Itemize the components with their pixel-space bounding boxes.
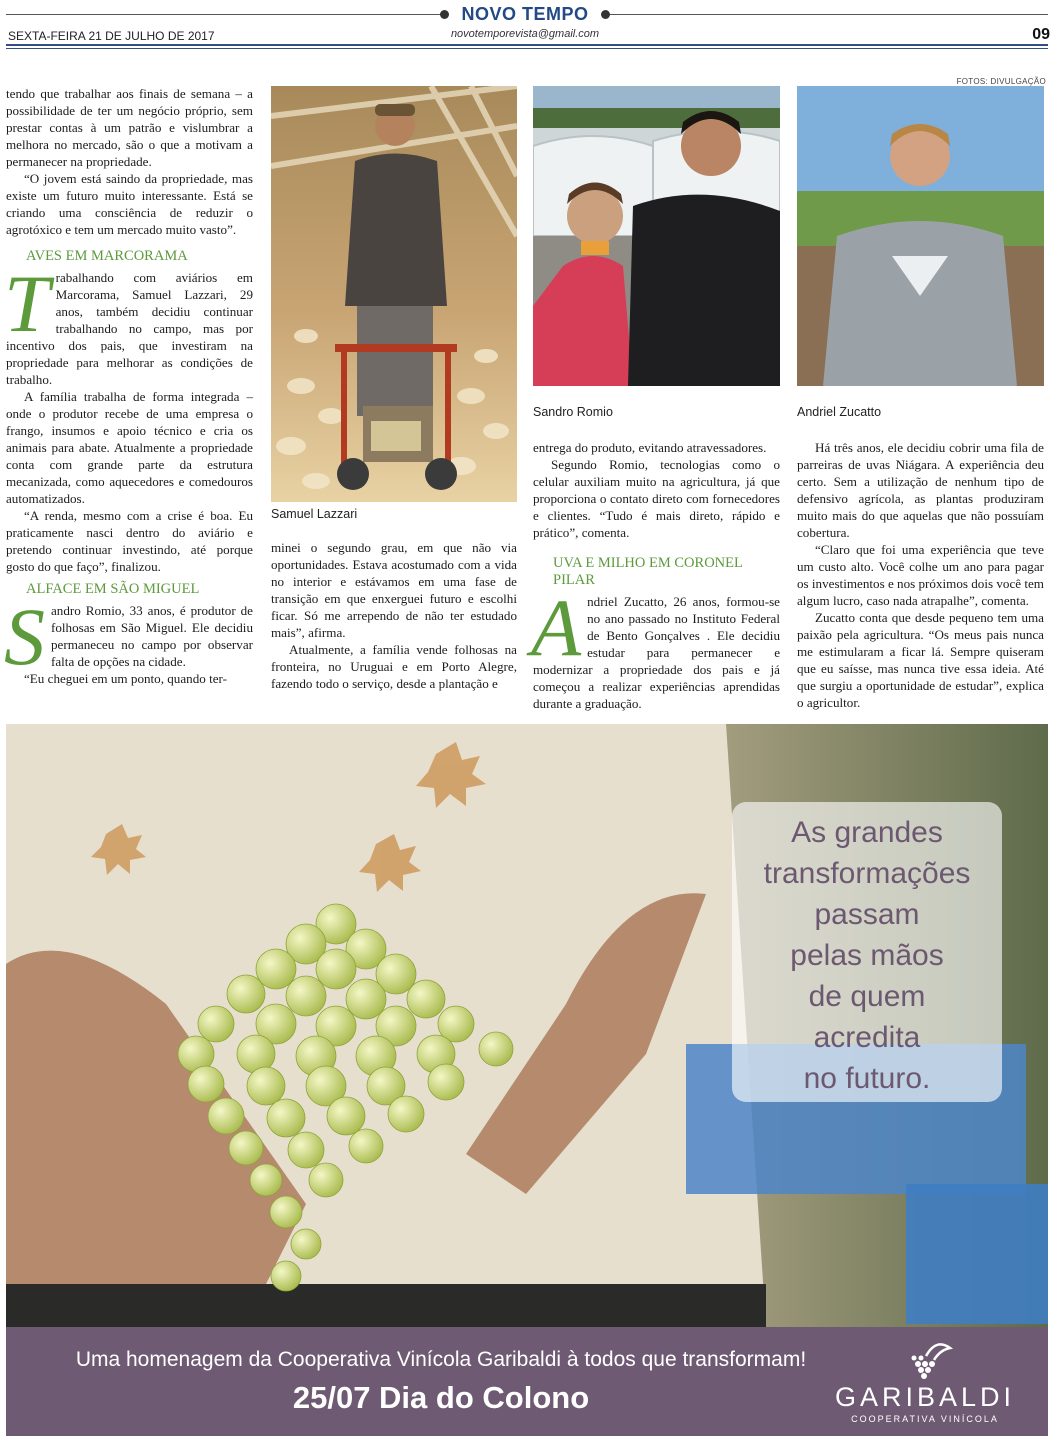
aviary-photo-illustration xyxy=(271,86,517,502)
paragraph: Segundo Romio, tecnologias como o celular auxiliam muito na agricultura, já que proporciona o contato direto com fornecedores e clientes. “Tudo é mais direto, rápido e prático”, comenta. xyxy=(533,457,780,540)
paragraph: A família trabalha de forma integrada – onde o produtor recebe de uma empresa o frango, insumos e apoio técnico e cria os animais para abate. Atualmente a propriedade conta com grande parte da estrutura mecanizada, como aquecedores e comedouros automatizados. xyxy=(6,389,253,506)
paragraph: “Eu cheguei em um ponto, quando ter- xyxy=(24,671,227,686)
photo-samuel-lazzari xyxy=(271,86,517,502)
garibaldi-advertisement[interactable] xyxy=(6,724,1048,1436)
paragraph: “Claro que foi uma experiência que teve um custo alto. Você colhe um ano para pagar os investimentos e nos próximos dois você tem algum lucro, caso nada atrapalhe”, comenta. xyxy=(797,542,1044,608)
paragraph: tendo que trabalhar aos finais de semana – a possibilidade de ter um negócio próprio, sem prestar contas à um patrão e vislumbrar a melhora no mercado, são o que a motivam a permanecer na propriedade. xyxy=(6,86,253,169)
paragraph: Zucatto conta que desde pequeno tem uma paixão pela agricultura. “Os meus pais nunca me estimularam a ficar lá. Sempre quiseram que eu saísse, mas nunca tive essa ideia. Até que surgiu a oportunidade de estudar”, explica o agricultor. xyxy=(797,610,1044,710)
tagline-line: acredita xyxy=(813,1021,921,1054)
paragraph: Sandro Romio, 33 anos, é produtor de folhosas em São Miguel. Ele decidiu permaneceu no campo por observar falta de opções na cidade. xyxy=(4,591,253,682)
drop-cap: A xyxy=(531,582,582,673)
tagline-line: de quem xyxy=(808,980,926,1013)
paragraph: Há três anos, ele decidiu cobrir uma fila de parreiras de uvas Niágara. A experiência deu certo. Sem a utilização de nenhum tipo de defensivo agrícola, as plantas produziram muito mais do que aquelas que não possuíam cobertura. xyxy=(797,440,1044,540)
contact-email[interactable]: novotemporevista@gmail.com xyxy=(450,28,600,40)
caption-andriel: Andriel Zucatto xyxy=(797,405,882,419)
section-heading-uva: UVA E MILHO EM CORONEL PILAR xyxy=(553,555,743,588)
masthead: NOVO TEMPO xyxy=(461,4,589,24)
header-rule-left xyxy=(6,14,444,15)
photo-credit: FOTOS: DIVULGAÇÃO xyxy=(956,77,1046,86)
issue-date: SEXTA-FEIRA 21 DE JULHO DE 2017 xyxy=(8,29,215,43)
paragraph: Andriel Zucatto, 26 anos, formou-se no ano passado no Instituto Federal de Bento Gonçalves . Ele decidiu estudar para permanecer e modernizar a propriedade dos pais e já começou a realizar experiências aprendidas durante a graduação. xyxy=(531,582,780,711)
garibaldi-brand: GARIBALDI xyxy=(834,1382,1016,1412)
paragraph: Atualmente, a família vende folhosas na fronteira, no Uruguai e em Porto Alegre, fazendo todo o serviço, desde a plantação e xyxy=(271,642,517,691)
article-column-2 xyxy=(271,539,517,692)
header-divider xyxy=(6,44,1048,46)
photo-andriel-zucatto xyxy=(797,86,1044,386)
garibaldi-brand-subtitle: COOPERATIVA VINÍCOLA xyxy=(851,1414,999,1424)
article-column-3 xyxy=(533,439,780,712)
greenhouse-photo-illustration xyxy=(533,86,780,386)
header-dot-right xyxy=(601,10,610,19)
paragraph: “O jovem está saindo da propriedade, mas existe um futuro muito interessante. Está se criando uma consciência de reduzir o agrotóxico e tem um mercado muito vasto”. xyxy=(6,171,253,237)
article-column-1 xyxy=(6,85,253,687)
tagline-line: no futuro. xyxy=(803,1062,931,1095)
field-photo-illustration xyxy=(797,86,1044,386)
header-rule-right xyxy=(604,14,1048,15)
ad-homage-text: Uma homenagem da Cooperativa Vinícola Garibaldi à todos que transformam! xyxy=(75,1348,807,1371)
page-number: 09 xyxy=(1032,26,1050,43)
tagline-line: transformações xyxy=(763,857,971,890)
header-dot-left xyxy=(440,10,449,19)
ad-headline: 25/07 Dia do Colono xyxy=(292,1380,590,1415)
section-heading-aves: AVES EM MARCORAMA xyxy=(26,248,188,264)
paragraph: Trabalhando com aviários em Marcorama, Samuel Lazzari, 29 anos, também decidiu continuar trabalhando no campo, mas por incentivo dos pais, que investiram na propriedade para melhorar as condições de trabalho. xyxy=(4,258,253,387)
photo-sandro-romio xyxy=(533,86,780,386)
article-column-4 xyxy=(797,439,1044,711)
tagline-line: pelas mãos xyxy=(790,939,944,972)
paragraph: “A renda, mesmo com a crise é boa. Eu praticamente nasci dentro do aviário e pretendo continuar investindo, até porque gosto do que faço”, finalizou. xyxy=(6,508,253,574)
ad-tagline xyxy=(742,812,992,1099)
drop-cap: T xyxy=(4,258,50,349)
section-heading-alface: ALFACE EM SÃO MIGUEL xyxy=(26,581,200,597)
paragraph: minei o segundo grau, em que não via oportunidades. Estava acostumado com a vida no interior e estávamos em uma fase de transição em que enxerguei futuro e escolhi ficar. Só me arrependo de não ter estudado mais”, afirma. xyxy=(271,540,517,640)
paragraph: entrega do produto, evitando atravessadores. xyxy=(533,440,767,455)
drop-cap: S xyxy=(4,591,45,682)
caption-samuel: Samuel Lazzari xyxy=(271,507,358,521)
header-divider-thin xyxy=(6,48,1048,49)
tagline-line: As grandes xyxy=(791,816,943,849)
tagline-line: passam xyxy=(814,898,920,931)
caption-sandro: Sandro Romio xyxy=(533,405,613,419)
garibaldi-grape-logo-icon xyxy=(896,1334,956,1382)
